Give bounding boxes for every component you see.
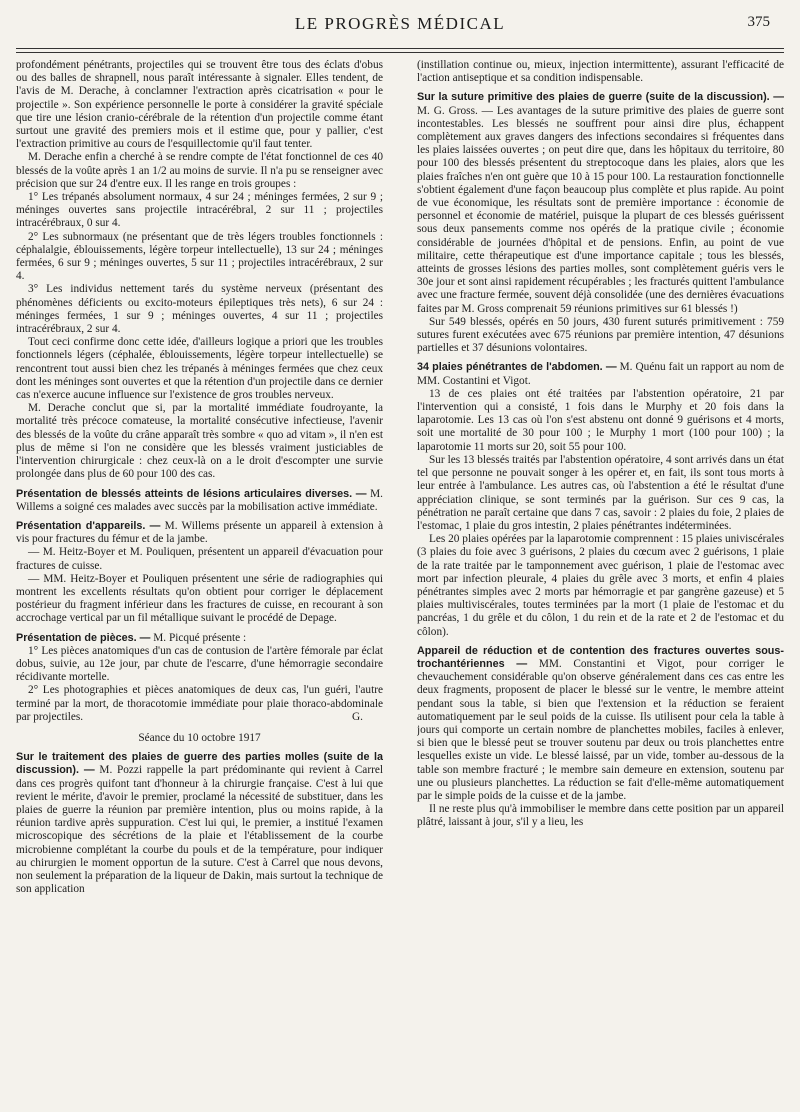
paragraph: Sur les 13 blessés traités par l'abstention opératoire, 4 sont arrivés dans un état tel que personne ne pouvait songer à les opérer et, en fait, ils sont tous morts à leur entrée à l'ambulance. Les autres cas, où l'abstention a été le résultat d'une appréciation clinique, se sont terminés par la guérison. Sur ces 9 cas, la pénétration ne paraît certaine que dans 7 cas, savoir : 2 plaies du foie, 2 plaies de l'estomac, 1 plaie du gros intestin, 2 plaies pénétrantes indéterminées. [417,453,784,532]
section-abdomen [417,361,784,638]
text-columns [16,59,784,896]
paragraph: 1° Les pièces anatomiques d'un cas de contusion de l'artère fémorale par éclat dobus, suivie, au 12e jour, par chute de l'escarre, d'une hémorragie secondaire récidivante mortelle. [16,644,383,684]
section-lesions-articulaires [16,488,383,514]
section-title: Présentation de blessés atteints de lésions articulaires diverses. — [16,487,367,500]
paragraph: — M. Heitz-Boyer et M. Pouliquen, présentent un appareil d'évacuation pour fractures de cuisse. [16,546,383,572]
section-title: 34 plaies pénétrantes de l'abdomen. — [417,361,617,374]
section-title: Présentation de pièces. — [16,631,151,644]
page-header [16,12,784,34]
header-rule-double [16,52,784,53]
section-text: M. Pozzi rappelle la part prédominante qui revient à Carrel dans ces progrès quifont tant d'honneur à la chirurgie française. C'est à lui que revient le mérite, d'avoir le premier, proclamé la nécessité de substituer, dans les plaies de guerre la réunion par première intention, plus ou moins rapide, à la réunion tardive après suppuration. C'est lui qui, le premier, a institué l'examen microscopique des sécrétions de la plaie et l'établissement de la courbe microbienne complétant la courbe du pouls et de la température, pour indiquer au chirurgien le moment opportun de la suture. C'est à Carrel que nous devons, non seulement la préparation de la liqueur de Dakin, mais surtout la technique de son application [16,764,383,896]
page-number: 375 [747,14,770,30]
section-text: M. Willems présente un appareil à extension à vis pour fractures du fémur et de la jambe. [16,519,383,546]
section-title: Appareil de réduction et de contention des fractures ouvertes sous-trochantériennes — [417,644,784,670]
section-parties-molles [16,751,383,896]
section-title: Présentation d'appareils. — [16,519,161,532]
paragraph: Il ne reste plus qu'à immobiliser le membre dans cette position par un appareil plâtré, laissant à jour, s'il y a lieu, les [417,803,784,829]
section-text: MM. Constantini et Vigot, pour corriger le chevauchement considérable qu'on observe généralement dans ces cas entre les deux fragments, proposent de placer le blessé sur le ventre, le membre atteint pendant sous la table, si bien que l'extension et la réduction se feraient automatiquement par le seul poids de la cuisse. Ils utilisent pour cela la table à jours qui comporte un certain nombre de planchettes mobiles, faciles à enlever, si bien que le blessé peut se trouver soutenu par deux ou trois planchettes entre lesquelles existe un vide. Le blessé laissé, par un vide, tomber au-dessous de la table son membre fracturé ; le membre sain demeure en extension, soutenu par une ou plusieurs planchettes. La réduction se fait d'elle-même automatiquement par le simple poids de la cuisse et de la jambe. [417,657,784,802]
header-rule [16,48,784,49]
paragraph: 3° Les individus nettement tarés du système nerveux (présentant des phénomènes déficients ou excito-moteurs épileptiques très nets), 6 sur 24 : méninges fermées, 1 sur 9 ; méninges ouvertes, 4 sur 11 ; projectiles intracérébraux, 2 sur 4. [16,283,383,336]
section-title: Sur la suture primitive des plaies de guerre (suite de la discussion). — [417,91,784,104]
section-text: M. Willems a soigné ces malades avec succès par la mobilisation active immédiate. [16,487,383,513]
section-text: M. Picqué présente : [153,631,247,644]
paragraph: Sur 549 blessés, opérés en 50 jours, 430 furent suturés primitivement : 759 sutures furent exécutées avec 675 réunions par première intention, 47 désunions partielles et 37 désunions volontaires. [417,315,784,355]
left-column [16,59,383,896]
section-appareils [16,520,383,626]
section-title: Sur le traitement des plaies de guerre des parties molles (suite de la discussion). — [16,751,383,777]
seance-heading: Séance du 10 octobre 1917 [138,731,261,744]
paragraph: 13 de ces plaies ont été traitées par l'abstention opératoire, 21 par l'intervention qui a consisté, 1 fois dans le Murphy et 20 fois dans la laparotomie. Les 13 cas où l'on s'est abstenu ont donné 9 guérisons et 4 morts, soit une mortalité de 30 pour 100 ; le Murphy 1 mort (100 pour 100) ; la laparotomie 11 morts sur 20, soit 55 pour 100. [417,387,784,453]
paragraph: M. Derache conclut que si, par la mortalité immédiate foudroyante, la mortalité très précoce comateuse, la mortalité consécutive infectieuse, l'avenir des blessés de la voûte du crâne apparaît très sombre « quo ad vitam », il n'en est plus de même si l'on ne considère que les blessés vraiment justiciables de l'intervention chirurgicale : chez ceux-là on a le droit d'escompter une survie prolongée dans plus de 60 pour 100 des cas. [16,402,383,481]
signature: G. [352,710,363,723]
paragraph-text: 2° Les photographies et pièces anatomiques de deux cas, l'un guéri, l'autre terminé par la mort, de thoracotomie immédiate pour plaie thoraco-abdominale par projectiles. [16,684,383,723]
paragraph: 1° Les trépanés absolument normaux, 4 sur 24 ; méninges fermées, 2 sur 9 ; méninges ouvertes sans projectile intracérébral, 2 sur 11 ; projectiles intracérébraux, 0 sur 4. [16,191,383,230]
section-suture-primitive [417,91,784,355]
paragraph [16,684,383,724]
paragraph: — MM. Heitz-Boyer et Pouliquen présentent une série de radiographies qui montrent les excellents résultats qu'on obtient pour corriger le déplacement postérieur du fragment inférieur dans les fractures de cuisse, en recourant à son accrochage vertical par un fil métallique suivant le procédé de Depage. [16,572,383,625]
paragraph: Tout ceci confirme donc cette idée, d'ailleurs logique a priori que les troubles fonctionnels légers (céphalée, éblouissements, légère torpeur intellectuelle) se rencontrent tout aussi bien chez les trépanés à méninges fermées que chez ceux dont les méninges sont ouvertes et que la rétention d'un projectile dans ce dernier cas n'exerce aucune influence sur l'existence de gros troubles nerveux. [16,336,383,402]
paragraph: profondément pénétrants, projectiles qui se trouvent être tous des éclats d'obus ou des balles de shrapnell, nous paraît intéressante à signaler. Elles tendent, de l'avis de M. Derache, à conclamner l'extraction après cicatrisation « pour le projectile ». Son expérience personnelle le porte à considérer la gravité spéciale que tire une lésion cranio-cérébrale de la rétention d'un projectile comme étant surtout une gravité des premiers mois et il estime que, pour y pallier, c'est l'extraction primitive au cours de l'esquillectomie qu'il faut tenter. [16,59,383,151]
paragraph: Les 20 plaies opérées par la laparotomie comprennent : 15 plaies univiscérales (3 plaies du foie avec 3 guérisons, 2 plaies du cœcum avec 2 guérisons, 1 plaie de la rate traitée par le tamponnement avec guérison, 1 plaie de l'estomac avec mort par infection pleurale, 4 plaies du grêle avec 3 morts, et enfin 4 plaies pénétrantes simples avec 2 morts par hémorragie et par gangrène gazeuse) et 5 plaies multiviscérales, toutes terminées par la mort (1 plaie de l'estomac et du pancréas, 1 du grêle et du côlon, 1 du rein et de la rate et 2 de l'estomac et du côlon). [417,533,784,638]
journal-title: LE PROGRÈS MÉDICAL [294,14,506,33]
paragraph: M. Derache enfin a cherché à se rendre compte de l'état fonctionnel de ces 40 blessés de la voûte après 1 an 1/2 au moins de survie. Il n'a pu se renseigner avec précision que sur 24 d'entre eux. Il les range en trois groupes : [16,151,383,190]
right-column [417,59,784,896]
section-fractures [417,645,784,830]
section-text: M. G. Gross. — Les avantages de la suture primitive des plaies de guerre sont incontestables. Les blessés ne souffrent pour ainsi dire plus, échappent complètement aux graves dangers des infections secondaires si fréquentes dans les plaies laissées ouvertes ; on peut dire que, dans les hôpitaux du territoire, 80 pour 100 des blessés présentent du streptocoque dans les plaies, alors que les plaies fraîches n'en ont guère que 10 à 15 pour 100. La restauration fonctionnelle s'obtient également d'une façon beaucoup plus complète et plus rapide. Au point de vue économique, les résultats sont de première importance : économie de personnel et économie de matériel, puisque la plupart de ces blessés guérissent sous deux pansements comme nos opérés de la pratique civile ; économie considérable de journées d'hôpital et de pensions. Enfin, au point de vue militaire, cette thérapeutique est d'une importance capitale ; tous les blessés, atteints de grosses lésions des parties molles, sont complètement guéris vers le 30e jour et sont ainsi rapidement récupérables ; les fracturés quittent l'ambulance avec une fracture fermée, souvent déjà consolidée (une des dernières évacuations faites par M. Gross comprenait 59 réunions primitives sur 61 blessés !) [417,104,784,315]
paragraph: (instillation continue ou, mieux, injection intermittente), assurant l'efficacité de l'action antiseptique et sa condition indispensable. [417,59,784,85]
section-pieces [16,632,383,724]
paragraph: 2° Les subnormaux (ne présentant que de très légers troubles fonctionnels : céphalalgie, éblouissements, légère torpeur intellectuelle), 13 sur 24 ; méninges fermées, 6 sur 9 ; méninges ouvertes, 5 sur 11 ; projectiles intracérébraux, 2 sur 4. [16,230,383,283]
section-text: M. Quénu fait un rapport au nom de MM. Costantini et Vigot. [417,361,784,387]
